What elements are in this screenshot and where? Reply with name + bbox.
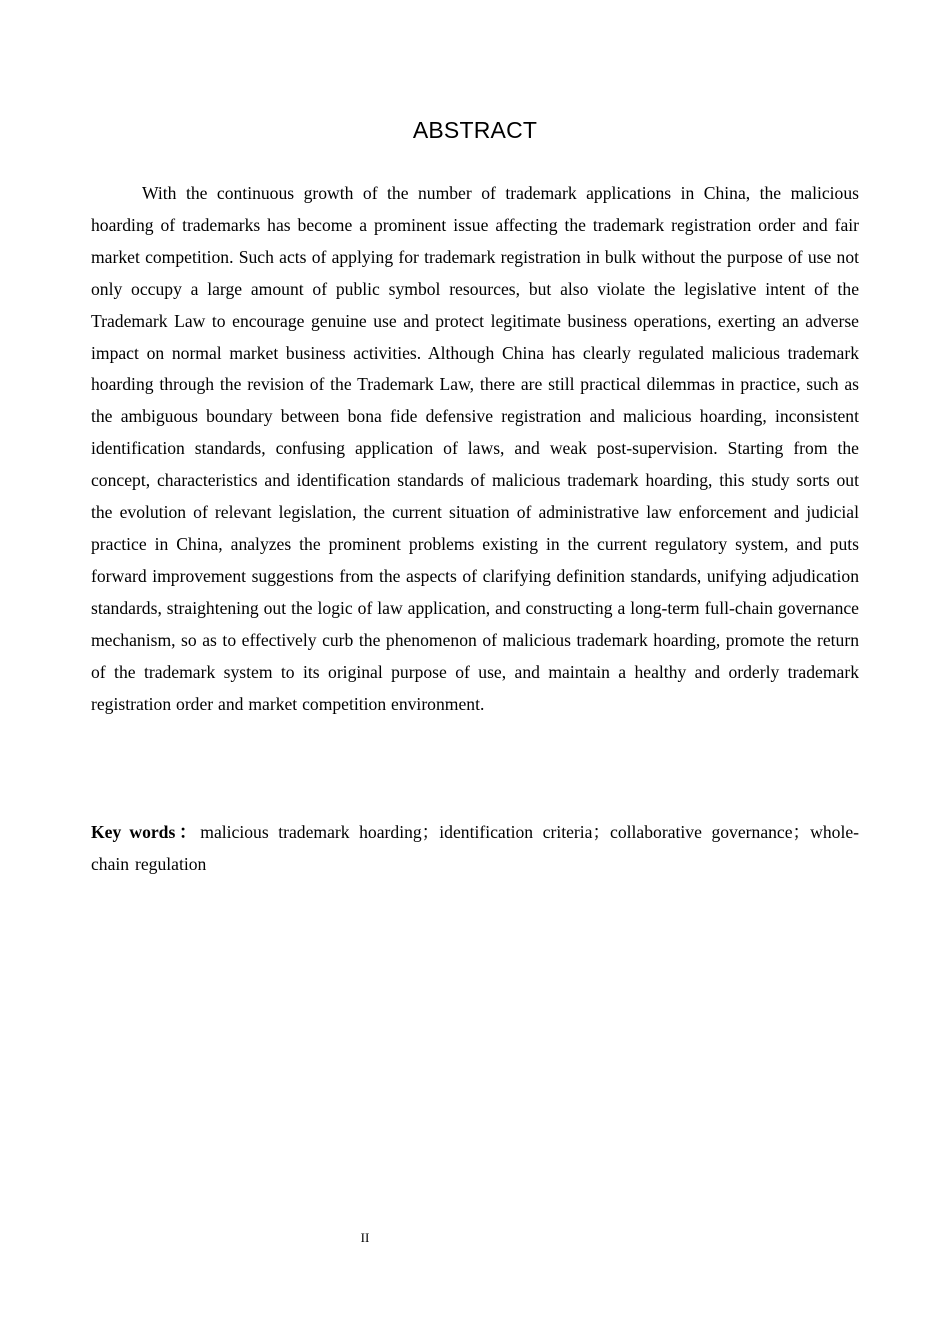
- page-number: II: [360, 1230, 370, 1245]
- keywords-label: Key words：: [91, 822, 201, 842]
- keywords-line: [91, 817, 859, 880]
- abstract-heading: ABSTRACT: [412, 117, 538, 143]
- abstract-paragraph: With the continuous growth of the number of trademark applications in China, the malicious hoarding of trademarks has become a prominent issue affecting the trademark registration order and fair market competition. Such acts of applying for trademark registration in bulk without the purpose of use not only occupy a large amount of public symbol resources, but also violate the legislative intent of the Trademark Law to encourage genuine use and protect legitimate business operations, exerting an adverse impact on normal market business activities. Although China has clearly regulated malicious trademark hoarding through the revision of the Trademark Law, there are still practical dilemmas in practice, such as the ambiguous boundary between bona fide defensive registration and malicious hoarding, inconsistent identification standards, confusing application of laws, and weak post-supervision. Starting from the concept, characteristics and identification standards of malicious trademark hoarding, this study sorts out the evolution of relevant legislation, the current situation of administrative law enforcement and judicial practice in China, analyzes the prominent problems existing in the current regulatory system, and puts forward improvement suggestions from the aspects of clarifying definition standards, unifying adjudication standards, straightening out the logic of law application, and constructing a long-term full-chain governance mechanism, so as to effectively curb the phenomenon of malicious trademark hoarding, promote the return of the trademark system to its original purpose of use, and maintain a healthy and orderly trademark registration order and market competition environment.: [91, 183, 859, 714]
- keywords-list: malicious trademark hoarding；identification criteria；collaborative governance；whole-chain regulation: [91, 822, 859, 874]
